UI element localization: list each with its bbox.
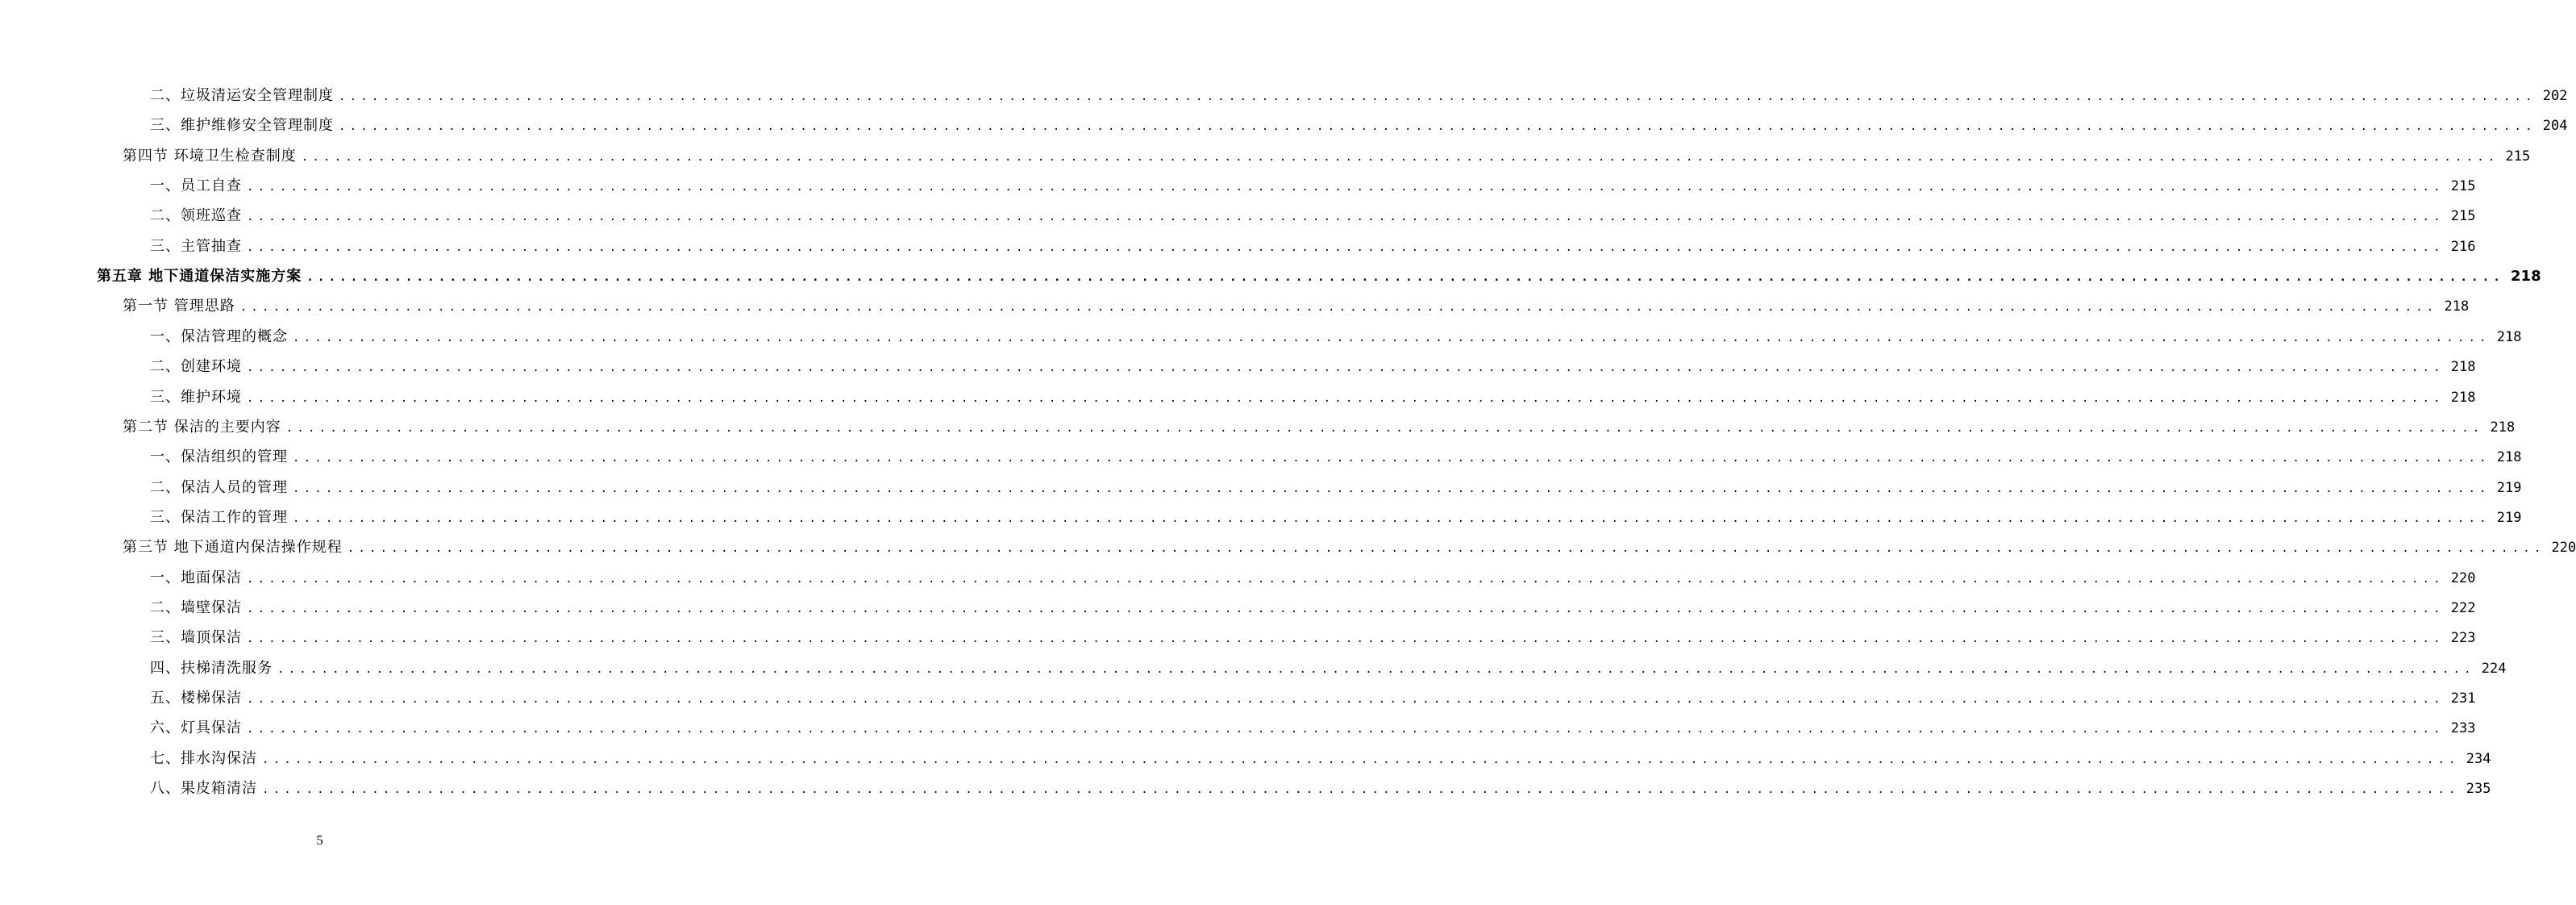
toc-entry-page: 223 [2450, 630, 2476, 647]
toc-entry-title: 二、保洁人员的管理 [150, 478, 288, 496]
toc-entry-page: 215 [2450, 178, 2476, 195]
toc-subsection-entry[interactable] [150, 507, 2522, 529]
toc-dot-leader: ........................................................................................................................................................................................................ [247, 181, 2445, 194]
toc-dot-leader: ........................................................................................................................................................................................................ [262, 753, 2460, 766]
toc-entry-title: 八、果皮箱清洁 [150, 780, 257, 798]
toc-dot-leader: ........................................................................................................................................................................................................ [293, 452, 2491, 465]
toc-subsection-entry[interactable] [150, 326, 2522, 348]
toc-subsection-entry[interactable] [150, 175, 2476, 198]
toc-dot-leader: ........................................................................................................................................................................................................ [247, 693, 2445, 706]
toc-entry-page: 216 [2450, 238, 2476, 255]
toc-subsection-entry[interactable] [150, 597, 2476, 619]
toc-entry-page: 218 [2490, 419, 2516, 436]
toc-entry-page: 235 [2466, 781, 2491, 798]
toc-entry-title: 一、员工自查 [150, 177, 242, 195]
toc-entry-page: 222 [2450, 599, 2476, 616]
toc-entry-page: 218 [2450, 389, 2476, 406]
toc-dot-leader: ........................................................................................................................................................................................................ [247, 240, 2445, 254]
toc-dot-leader: ........................................................................................................................................................................................................ [239, 301, 2438, 315]
toc-dot-leader: ........................................................................................................................................................................................................ [262, 783, 2460, 797]
toc-entry-title: 二、墙壁保洁 [150, 598, 242, 616]
toc-entry-page: 231 [2450, 690, 2476, 707]
toc-subsection-entry[interactable] [150, 356, 2476, 378]
toc-entry-title: 四、扶梯清洗服务 [150, 659, 273, 677]
toc-dot-leader: ........................................................................................................................................................................................................ [347, 542, 2545, 556]
toc-entry-title: 第二节 保洁的主要内容 [123, 418, 281, 436]
toc-dot-leader: ........................................................................................................................................................................................................ [339, 120, 2536, 134]
toc-entry-title: 第三节 地下通道内保洁操作规程 [123, 539, 343, 557]
toc-subsection-entry[interactable] [150, 115, 2568, 137]
toc-entry-page: 219 [2496, 509, 2522, 526]
toc-dot-leader: ........................................................................................................................................................................................................ [277, 662, 2475, 676]
toc-subsection-entry[interactable] [150, 236, 2476, 258]
toc-dot-leader: ........................................................................................................................................................................................................ [247, 361, 2445, 375]
toc-subsection-entry[interactable] [150, 477, 2522, 499]
toc-entry-title: 一、保洁管理的概念 [150, 327, 288, 345]
toc-section-entry[interactable] [123, 416, 2516, 439]
toc-subsection-entry[interactable] [150, 567, 2476, 590]
toc-subsection-entry[interactable] [150, 778, 2491, 800]
toc-entry-title: 二、领班巡查 [150, 207, 242, 225]
toc-chapter-entry[interactable] [97, 265, 2541, 288]
toc-subsection-entry[interactable] [150, 748, 2491, 770]
page-number: 5 [316, 832, 323, 848]
toc-subsection-entry[interactable] [150, 205, 2476, 227]
toc-entry-title: 三、维护环境 [150, 388, 242, 406]
toc-entry-page: 233 [2450, 720, 2476, 737]
toc-entry-title: 六、灯具保洁 [150, 719, 242, 737]
toc-subsection-entry[interactable] [150, 627, 2476, 649]
toc-entry-page: 220 [2450, 569, 2476, 586]
toc-entry-page: 218 [2444, 298, 2470, 315]
toc-entry-page: 234 [2466, 750, 2491, 767]
toc-dot-leader: ........................................................................................................................................................................................................ [293, 331, 2491, 344]
toc-subsection-entry[interactable] [150, 717, 2476, 740]
toc-entry-title: 第五章 地下通道保洁实施方案 [97, 268, 302, 286]
toc-entry-page: 218 [2496, 328, 2522, 345]
toc-entry-title: 三、墙顶保洁 [150, 629, 242, 647]
toc-dot-leader: ........................................................................................................................................................................................................ [293, 482, 2491, 495]
toc-dot-leader: ........................................................................................................................................................................................................ [339, 90, 2536, 103]
toc-entry-title: 三、保洁工作的管理 [150, 508, 288, 526]
toc-entry-title: 七、排水沟保洁 [150, 749, 257, 767]
toc-section-entry[interactable] [123, 145, 2531, 168]
toc-dot-leader: ........................................................................................................................................................................................................ [247, 602, 2445, 615]
toc-subsection-entry[interactable] [150, 446, 2522, 469]
toc-entry-page: 215 [2450, 208, 2476, 225]
toc-entry-title: 第四节 环境卫生检查制度 [123, 147, 297, 165]
toc-entry-page: 204 [2542, 118, 2568, 135]
toc-subsection-entry[interactable] [150, 85, 2568, 107]
toc-entry-title: 第一节 管理思路 [123, 298, 235, 315]
toc-entry-page: 218 [2496, 449, 2522, 466]
toc-entry-page: 219 [2496, 479, 2522, 496]
toc-entry-page: 202 [2542, 88, 2568, 104]
toc-dot-leader: ........................................................................................................................................................................................................ [247, 391, 2445, 405]
toc-entry-page: 215 [2505, 148, 2531, 165]
toc-entry-page: 220 [2551, 540, 2576, 557]
toc-entry-title: 五、楼梯保洁 [150, 690, 242, 707]
toc-entry-title: 一、保洁组织的管理 [150, 448, 288, 466]
toc-subsection-entry[interactable] [150, 687, 2476, 710]
toc-entry-title: 一、地面保洁 [150, 569, 242, 586]
toc-section-entry[interactable] [123, 295, 2470, 318]
toc-entry-title: 三、维护维修安全管理制度 [150, 117, 334, 135]
toc-dot-leader: ........................................................................................................................................................................................................ [247, 211, 2445, 224]
toc-dot-leader: ........................................................................................................................................................................................................ [285, 421, 2484, 435]
toc-entry-title: 二、创建环境 [150, 358, 242, 376]
toc-dot-leader: ........................................................................................................................................................................................................ [247, 572, 2445, 586]
toc-section-entry[interactable] [123, 536, 2576, 559]
toc-dot-leader: ........................................................................................................................................................................................................ [293, 511, 2491, 525]
toc-dot-leader: ........................................................................................................................................................................................................ [301, 150, 2499, 164]
toc-entry-title: 三、主管抽查 [150, 237, 242, 255]
toc-subsection-entry[interactable] [150, 657, 2507, 680]
toc-entry-page: 218 [2511, 268, 2541, 286]
toc-dot-leader: ........................................................................................................................................................................................................ [306, 271, 2505, 285]
toc-subsection-entry[interactable] [150, 386, 2476, 409]
toc-dot-leader: ........................................................................................................................................................................................................ [247, 723, 2445, 736]
toc-dot-leader: ........................................................................................................................................................................................................ [247, 632, 2445, 646]
toc-entry-page: 224 [2481, 660, 2507, 677]
toc-entry-page: 218 [2450, 359, 2476, 376]
toc-entry-title: 二、垃圾清运安全管理制度 [150, 87, 334, 104]
